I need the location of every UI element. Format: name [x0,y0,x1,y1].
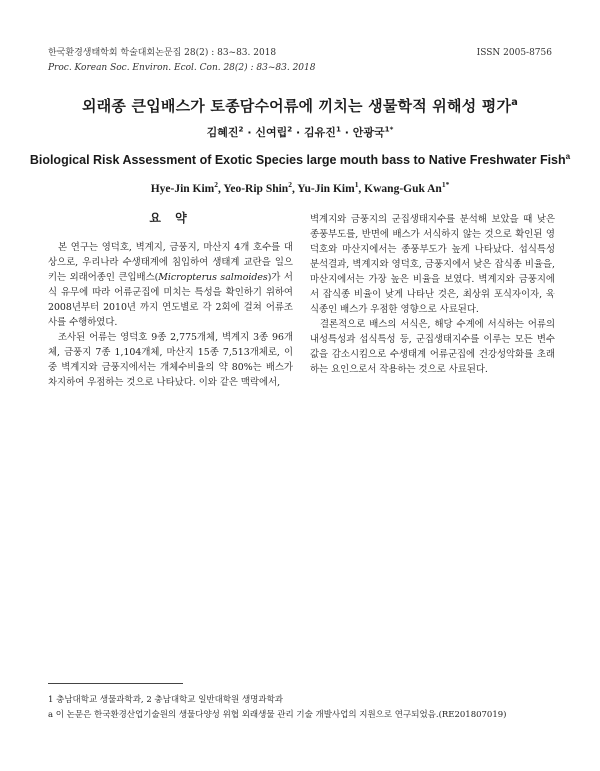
title-english-footnote-mark: a [565,151,571,161]
author-en: Yeo-Rip Shin [223,183,289,195]
footnote-affiliations: 1 충남대학교 생물과학과, 2 충남대학교 일반대학원 생명과학과 [48,695,284,705]
author-en-affil: 1* [441,180,450,190]
author-ko-affil: 1 [335,124,341,134]
abstract-paragraph-2: 조사된 어류는 영덕호 9종 2,775개체, 벽계지 3종 96개체, 금풍지 7종 1,104개체, 마산지 15종 7,513개체로, 이 중 벽계지와 금풍지에서는 개체수비율의 약 80%는 배스가 차지하여 우점하는 것으로 나타났다. 이와 같은 맥락에서, [48,332,293,388]
abstract-heading: 요 약 [149,211,192,225]
abstract-paragraph-4: 결론적으로 배스의 서식은, 해당 수계에 서식하는 어류의 내성특성과 섭식특성 등, 군집생태지수를 이루는 모든 변수값을 감소시킴으로 수생태계 어류군집에 건강성악화를 초래하는 요인으로서 작용하는 것으로 사료된다. [310,319,555,375]
abstract-right-column [310,212,555,377]
author-ko: 신여립 [255,126,288,139]
footnote-divider [48,683,183,684]
abstract-text: 본 연구는 영덕호, 벽계지, 금풍지, 마산지 4개 호수를 대상으로, 우리나라 수생태계에 침입하여 생태계 교란을 일으키는 외래어종인 큰입배스( [48,242,293,283]
journal-citation-ko: 한국환경생태학회 학술대회논문집 28(2) : 83~83. 2018 [48,48,277,58]
authors-korean [0,124,600,140]
author-en-affil: 2 [214,180,218,190]
author-ko-affil: 2 [287,124,293,134]
author-ko: 안광국 [352,126,385,139]
journal-citation-en: Proc. Korean Soc. Environ. Ecol. Con. 28(2) : 83~83. 2018 [48,63,316,73]
author-ko: 김유진 [304,126,336,139]
title-korean [0,95,600,116]
author-en-affil: 2 [288,180,292,190]
species-name: Micropterus salmoides [158,272,268,283]
author-en: Kwang-Guk An [364,183,442,195]
footnote-funding: a 이 논문은 한국환경산업기술원의 생물다양성 위협 외래생물 관리 기술 개발사업의 지원으로 연구되었음.(RE201807019) [48,710,507,720]
author-en-affil: 1 [354,180,359,190]
abstract-paragraph-3: 벽계지와 금풍지의 군집생태지수를 분석해 보았을 때 낮은 종풍부도를, 반면에 배스가 서식하지 않는 것으로 확인된 영덕호와 마산지에서는 종풍부도가 높게 나타났다. 섭식특성 분석결과, 벽계지와 영덕호, 금풍지에서 낮은 잡식종 비율을, 마산지에서는 가장 높은 비율을 보였다. 벽계지와 금풍지에서 잡식종 비율이 낮게 나타난 것은, 최상위 포식자이자, 육식종인 배스가 우점한 영향으로 사료된다. [310,214,555,315]
author-separator: · [340,126,353,139]
issn: ISSN 2005-8756 [476,48,552,58]
author-en: Yu-Jin Kim [297,183,355,195]
author-separator: · [292,126,305,139]
abstract-left-column [48,210,293,390]
author-ko-affil: 2 [238,124,244,134]
author-separator: · [243,126,256,139]
abstract-paragraph-1 [48,240,293,330]
title-korean-footnote-mark: a [511,97,518,108]
author-en: Hye-Jin Kim [150,183,215,195]
authors-english: Hye-Jin Kim$^2$, Yeo-Rip Shin$^2$, Yu-Jin Kim$^1$, Kwang-Guk $An^{1*}$ [150,180,450,195]
author-ko-affil: 1* [384,124,394,134]
author-ko: 김혜진 [206,126,239,139]
title-english [0,153,600,167]
abstract-text: )가 서식 유무에 따라 어류군집에 미치는 특성을 확인하기 위하여 2008년부터 2010년 까지 연도별로 각 2회에 걸쳐 어류조사를 수행하였다. [48,272,293,328]
title-english-text: Biological Risk Assessment of Exotic Species large mouth bass to Native Freshwater Fish [29,153,566,167]
title-korean-text: 외래종 큰입배스가 토종담수어류에 끼치는 생물학적 위해성 평가 [82,97,512,115]
